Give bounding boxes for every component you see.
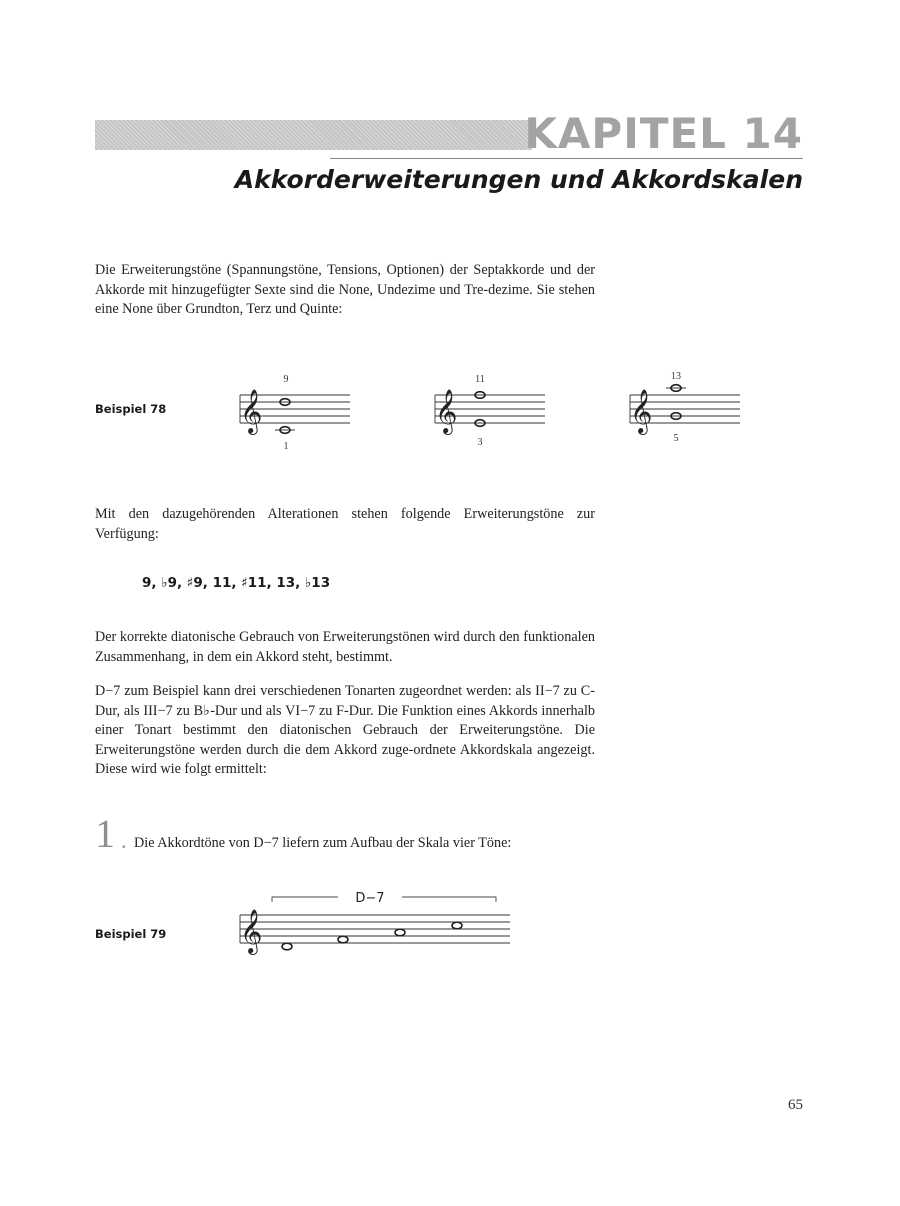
- chord-symbol: D−7: [355, 891, 385, 906]
- page-number: 65: [788, 1097, 803, 1113]
- example-78-label: Beispiel 78: [95, 402, 167, 416]
- whole-note: [395, 929, 405, 936]
- step-number-dot: .: [121, 828, 127, 853]
- paragraph-d-minor-example: D−7 zum Beispiel kann drei verschiedenen Tonarten zugeordnet werden: als II−7 zu C-Dur, als III−7 zu B♭-Dur und als VI−7 zu F-Dur. Die Funktion eines Akkords innerhalb einer Tonart bestimmt den diatonischen Gebrauch der Erweiterungstöne. Die Erweiterungstöne werden durch die dem Akkord zuge-ordnete Akkordskala angezeigt. Diese wird wie folgt ermittelt:: [95, 683, 595, 777]
- treble-clef-icon: 𝄞: [435, 391, 458, 433]
- interval-upper-label: 11: [475, 374, 485, 385]
- example-78-staff-2: [435, 374, 545, 448]
- whole-note: [338, 936, 348, 943]
- example-78-staff-3: [630, 371, 740, 444]
- tension-list: 9, ♭9, ♯9, 11, ♯11, 13, ♭13: [142, 575, 331, 591]
- interval-upper-label: 9: [283, 374, 289, 385]
- chapter-header-bar: [95, 120, 532, 150]
- interval-upper-label: 13: [671, 371, 681, 382]
- chapter-subtitle: Akkorderweiterungen und Akkordskalen: [234, 165, 803, 194]
- treble-clef-icon: 𝄞: [240, 391, 263, 433]
- whole-note: [452, 922, 462, 929]
- step-number: 1: [95, 811, 115, 856]
- interval-lower-label: 3: [477, 437, 483, 448]
- example-79-label: Beispiel 79: [95, 927, 167, 941]
- header-rule: [330, 158, 803, 159]
- paragraph-diatonic-use: Der korrekte diatonische Gebrauch von Erweiterungstönen wird durch den funktionalen Zusammenhang, in dem ein Akkord steht, bestimmt.: [95, 629, 595, 665]
- treble-clef-icon: 𝄞: [240, 911, 263, 953]
- whole-note: [282, 943, 292, 950]
- chapter-title: KAPITEL 14: [524, 109, 803, 158]
- paragraph-alterations: Mit den dazugehörenden Alterationen stehen folgende Erweiterungstöne zur Verfügung:: [95, 506, 595, 542]
- example-78-staff-1: [240, 374, 350, 452]
- interval-lower-label: 1: [283, 441, 289, 452]
- step-text: Die Akkordtöne von D−7 liefern zum Aufbau der Skala vier Töne:: [134, 835, 512, 851]
- paragraph-intro: Die Erweiterungstöne (Spannungstöne, Tensions, Optionen) der Septakkorde und der Akkorde mit hinzugefügter Sexte sind die None, Undezime und Tre-dezime. Sie stehen eine None über Grundton, Terz und Quinte:: [95, 262, 595, 317]
- example-79-staff: [230, 885, 530, 965]
- treble-clef-icon: 𝄞: [630, 391, 653, 433]
- interval-lower-label: 5: [673, 433, 679, 444]
- example-78-staff: [230, 365, 760, 455]
